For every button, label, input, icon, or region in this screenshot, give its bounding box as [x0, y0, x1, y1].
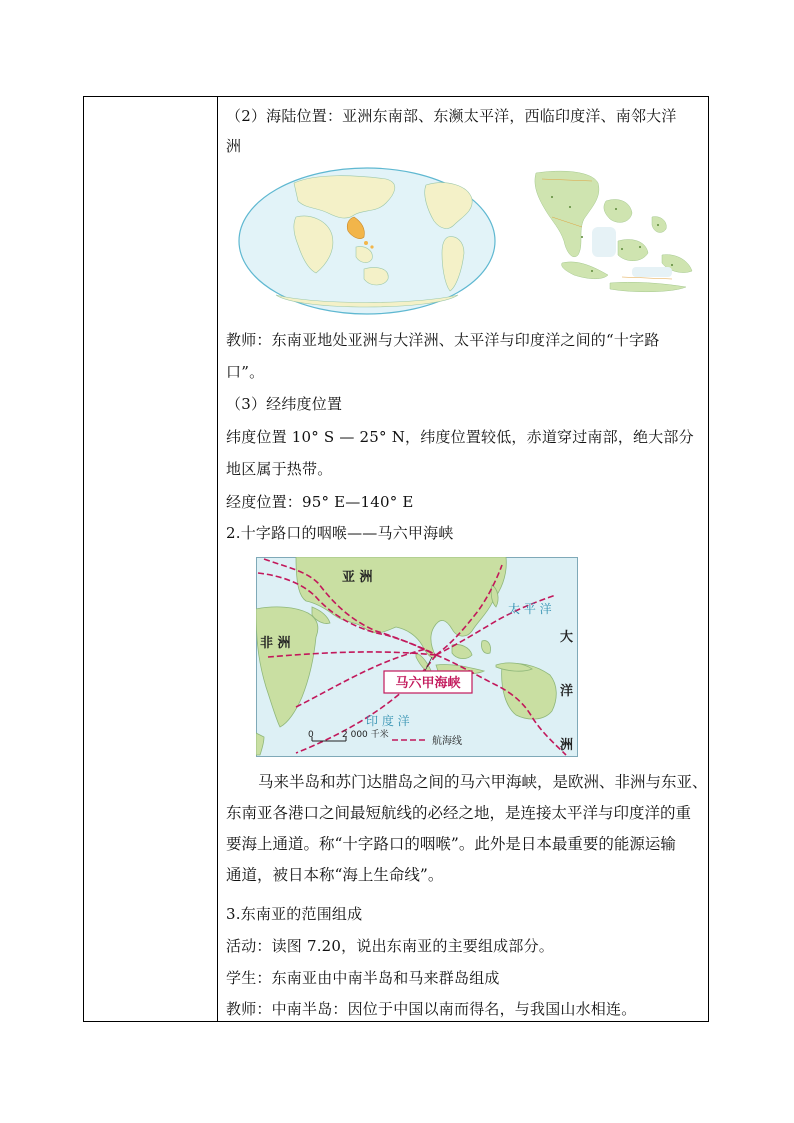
latitude-line1: 纬度位置 10° S — 25° N，纬度位置较低，赤道穿过南部，绝大部分 [226, 428, 694, 446]
legend-route: 航海线 [432, 736, 462, 747]
label-strait: 马六甲海峡 [395, 676, 461, 691]
malacca-para-line2: 东南亚各港口之间最短航线的必经之地，是连接太平洋与印度洋的重 [226, 804, 692, 822]
southeast-asia-map [522, 167, 700, 307]
teacher-line2: 教师：中南半岛：因位于中国以南而得名，与我国山水相连。 [226, 1000, 637, 1018]
malacca-para-line4: 通道，被日本称“海上生命线”。 [226, 866, 444, 884]
world-map [236, 165, 498, 317]
student-line: 学生：东南亚由中南半岛和马来群岛组成 [226, 969, 500, 987]
label-pacific: 太 平 洋 [508, 602, 552, 616]
table-left-column [84, 97, 218, 1021]
label-oceania-2: 洋 [560, 684, 574, 699]
label-oceania-1: 大 [560, 630, 574, 645]
scale-value: 2 000 千米 [342, 730, 389, 740]
label-africa: 非 洲 [260, 636, 291, 651]
latitude-line2: 地区属于热带。 [226, 460, 333, 478]
malacca-strait-map [256, 557, 578, 757]
label-indian-ocean: 印 度 洋 [366, 714, 410, 728]
location-heading-line1: （2）海陆位置：亚洲东南部、东濒太平洋，西临印度洋、南邻大洋 [226, 107, 677, 125]
lesson-table [83, 96, 709, 1022]
location-heading-line2: 洲 [226, 137, 242, 155]
scope-heading: 3.东南亚的范围组成 [226, 905, 363, 923]
longitude-line: 经度位置：95° E—140° E [226, 493, 414, 511]
label-oceania-3: 洲 [560, 738, 574, 753]
malacca-paragraph-cont [226, 798, 704, 891]
scale-zero: 0 [308, 730, 314, 740]
latlon-heading: （3）经纬度位置 [226, 395, 343, 413]
malacca-para-line3: 要海上通道。称“十字路口的咽喉”。此外是日本最重要的能源运输 [226, 835, 676, 853]
malacca-para-line1: 马来半岛和苏门达腊岛之间的马六甲海峡，是欧洲、非洲与东亚、 [258, 773, 708, 791]
teacher-note-line1: 教师：东南亚地处亚洲与大洋洲、太平洋与印度洋之间的“十字路 [226, 331, 660, 349]
malacca-paragraph [226, 767, 736, 798]
teacher-note-line2: 口”。 [226, 363, 265, 381]
malacca-heading: 2.十字路口的咽喉——马六甲海峡 [226, 524, 454, 542]
activity-line: 活动：读图 7.20，说出东南亚的主要组成部分。 [226, 937, 554, 955]
label-asia: 亚 洲 [342, 570, 373, 585]
table-content-cell [226, 97, 708, 1021]
